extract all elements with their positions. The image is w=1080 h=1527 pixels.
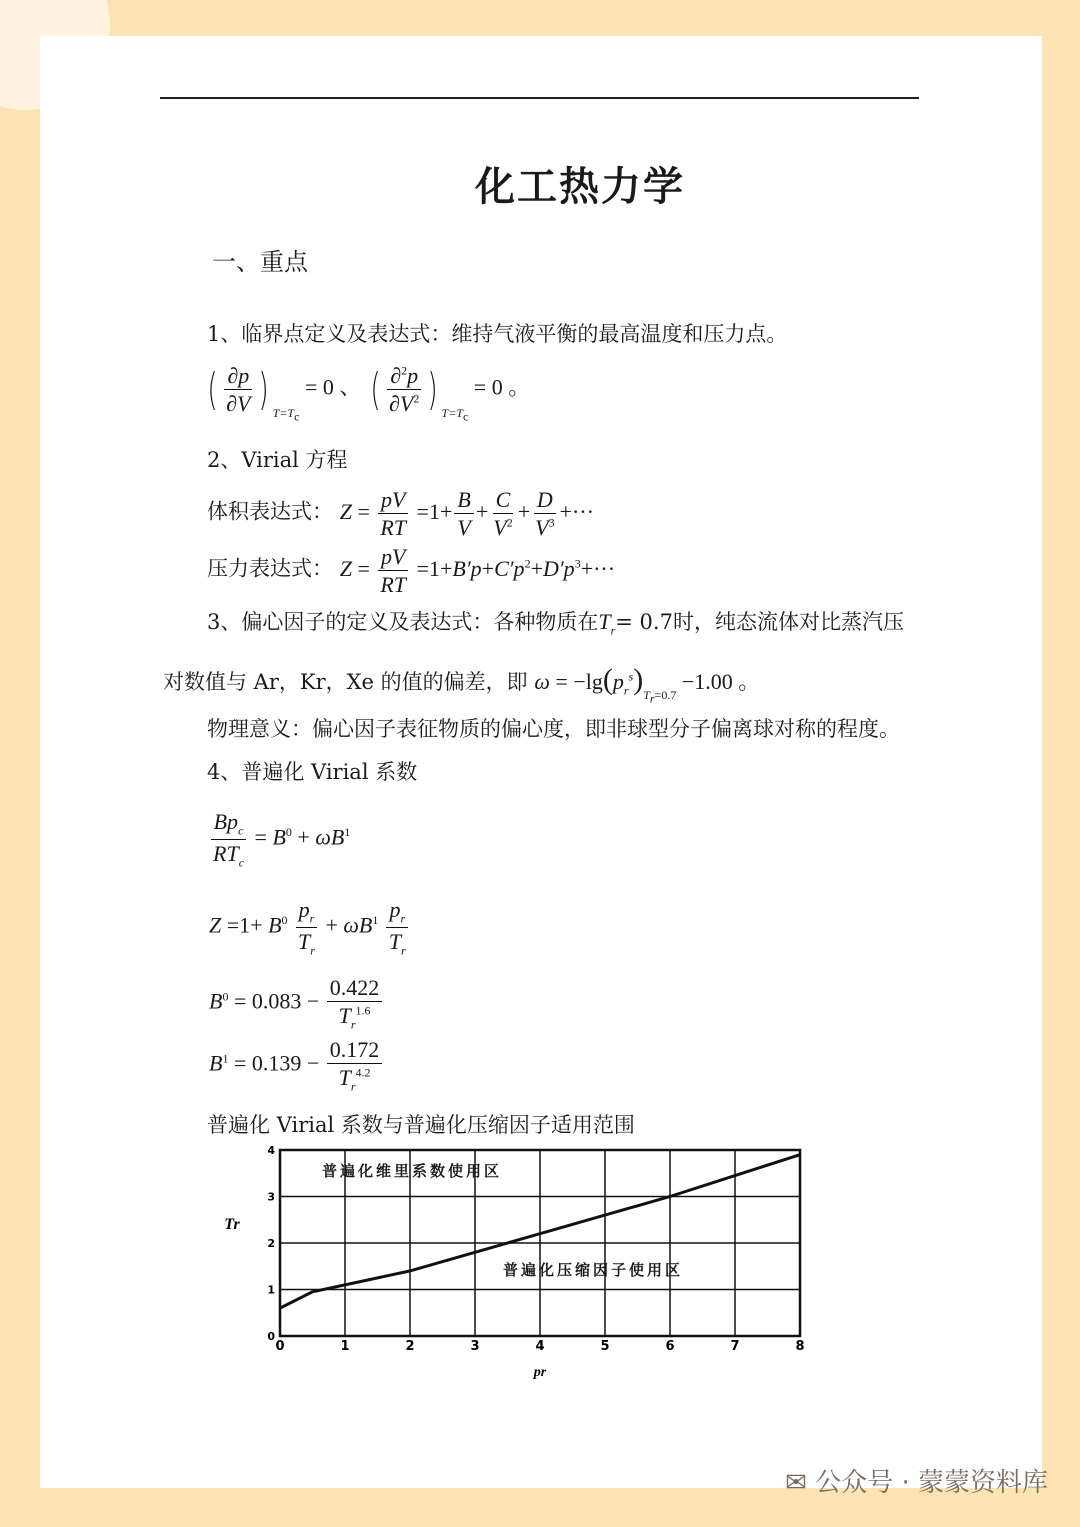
- x-tick-label: 7: [730, 1339, 740, 1354]
- bpc-equation: $\frac{Bp_c}{RT_c}$ = $B^0 + \omega B^1$: [208, 810, 350, 869]
- item2-label: 2、Virial 方程: [207, 448, 348, 472]
- x-tick-label: 0: [275, 1339, 285, 1354]
- y-tick-labels: [267, 1144, 275, 1343]
- x-axis-label: pr: [533, 1365, 547, 1380]
- x-tick-label: 4: [535, 1339, 545, 1354]
- chart-caption: 普遍化 Virial 系数与普遍化压缩因子适用范围: [207, 1113, 635, 1137]
- item3-label: 3、偏心因子的定义及表达式：各种物质在$T_r= 0.7$时，纯态流体对比蒸汽压: [207, 609, 904, 638]
- y-axis-label: Tr: [224, 1216, 240, 1234]
- wechat-icon: ✉: [785, 1468, 807, 1498]
- z-equation: $Z =1+ B^0$ $\frac{p_r}{T_r}$ + $\omega B^1$ $\frac{p_r}{T_r}$: [209, 898, 411, 957]
- upper-region-label: 普遍化维里系数使用区: [322, 1162, 503, 1180]
- b1-equation: $B^1 = 0.139$ − $\frac{0.172}{T_r^{4.2}}$: [209, 1038, 384, 1093]
- x-tick-labels: [275, 1339, 804, 1354]
- b0-equation: $B^0 = 0.083$ − $\frac{0.422}{T_r^{1.6}}$: [209, 976, 384, 1031]
- header-rule: [160, 97, 919, 99]
- page-title: 化工热力学: [475, 163, 685, 210]
- acentric-factor-definition: 对数值与 Ar，Kr，Xe 的值的偏差，即 $\omega = -\lg(p_r^s)_{T_r=0.7} -1.00$ 。: [163, 663, 761, 706]
- y-tick-label: 0: [267, 1330, 275, 1343]
- section-heading: 一、重点: [212, 248, 308, 276]
- x-tick-label: 3: [470, 1339, 480, 1354]
- lower-region-label: 普遍化压缩因子使用区: [503, 1261, 684, 1279]
- x-tick-label: 2: [405, 1339, 415, 1354]
- watermark: ✉ 公众号 · 蒙蒙资料库: [785, 1468, 1048, 1498]
- x-tick-label: 5: [600, 1339, 610, 1354]
- pressure-expression: 压力表达式： Z = $\frac{pV}{RT}$ $=1+B'p+C'p^2+D'p^3+\cdot\cdot\cdot$: [207, 544, 616, 598]
- x-tick-label: 6: [665, 1339, 675, 1354]
- y-tick-label: 3: [267, 1190, 275, 1204]
- item4-label: 4、普遍化 Virial 系数: [207, 760, 418, 784]
- physical-meaning: 物理意义：偏心因子表征物质的偏心度，即非球型分子偏离球对称的程度。: [207, 717, 900, 741]
- y-tick-label: 2: [267, 1237, 275, 1250]
- x-tick-label: 8: [795, 1339, 805, 1354]
- x-tick-label: 1: [340, 1339, 350, 1354]
- critical-point-equation: ( $\frac{\partial p}{\partial V}$ ) $_{T=T_c}$ = 0 、 ( $\frac{\partial^2p}{\partial V^2}$ ) $_{T=T_c}$ = 0 。: [207, 363, 531, 424]
- y-tick-label: 4: [267, 1144, 275, 1157]
- item1-label: 1、临界点定义及表达式：维持气液平衡的最高温度和压力点。: [207, 322, 788, 346]
- volume-expression: 体积表达式： Z = $\frac{pV}{RT}$ =1+ $\frac{B}{V}$ + $\frac{C}{V^2}$ + $\frac{D}{V^3}$ +···: [207, 487, 594, 541]
- y-tick-label: 1: [267, 1283, 275, 1297]
